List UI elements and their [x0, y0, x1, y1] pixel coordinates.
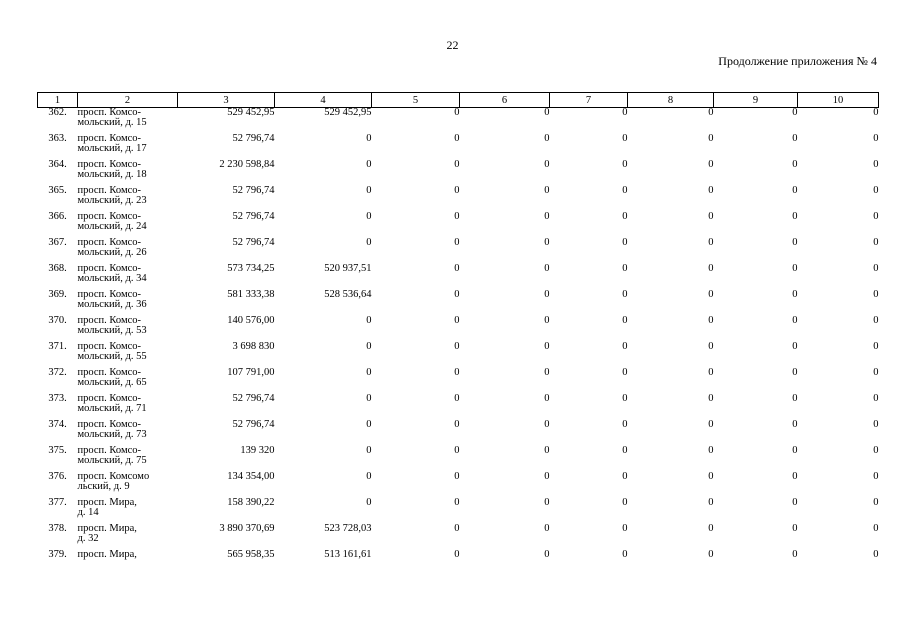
address-line: мольский, д. 36 [77, 299, 147, 310]
table-row [38, 160, 879, 186]
value-cell-col-10: 0 [873, 159, 879, 170]
address-line: мольский, д. 75 [77, 455, 147, 466]
value-cell-col-3: 565 958,35 [227, 549, 275, 560]
address-line: просп. Комсо- [77, 445, 141, 456]
value-cell-col-8: 0 [708, 393, 714, 404]
value-cell-col-5: 0 [454, 289, 460, 300]
value-cell-col-10: 0 [873, 185, 879, 196]
value-cell-col-7: 0 [622, 263, 628, 274]
address-cell [78, 550, 178, 576]
value-cell-col-3: 139 320 [240, 445, 275, 456]
value-cell-col-6: 0 [544, 497, 550, 508]
value-cell-col-7: 0 [622, 523, 628, 534]
value-cell-col-5: 0 [454, 263, 460, 274]
value-cell-col-8: 0 [708, 419, 714, 430]
value-cell-col-10: 0 [873, 211, 879, 222]
value-cell-col-6: 0 [544, 185, 550, 196]
value-cell-col-5: 0 [454, 185, 460, 196]
value-cell-col-9: 0 [792, 159, 798, 170]
value-cell-col-6: 0 [544, 367, 550, 378]
table-row [38, 238, 879, 264]
address-line: мольский, д. 53 [77, 325, 147, 336]
value-cell-col-7: 0 [622, 393, 628, 404]
address-line: мольский, д. 26 [77, 247, 147, 258]
table-row [38, 316, 879, 342]
value-cell-col-3: 3 698 830 [232, 341, 275, 352]
value-cell-col-6: 0 [544, 107, 550, 118]
column-header: 10 [798, 93, 879, 108]
value-cell-col-3: 52 796,74 [232, 237, 275, 248]
value-cell-col-3: 52 796,74 [232, 133, 275, 144]
value-cell-col-7: 0 [622, 471, 628, 482]
value-cell-col-5: 0 [454, 393, 460, 404]
address-cell [78, 498, 178, 524]
value-cell-col-8: 0 [708, 523, 714, 534]
row-number: 376. [48, 471, 67, 482]
column-header: 6 [460, 93, 550, 108]
value-cell-col-4: 0 [366, 341, 372, 352]
table-row [38, 472, 879, 498]
row-number: 369. [48, 289, 67, 300]
data-table [37, 92, 879, 576]
value-cell-col-4: 513 161,61 [324, 549, 372, 560]
value-cell-col-6: 0 [544, 133, 550, 144]
value-cell-col-9: 0 [792, 471, 798, 482]
value-cell-col-7: 0 [622, 315, 628, 326]
table-row [38, 264, 879, 290]
address-cell [78, 394, 178, 420]
value-cell-col-5: 0 [454, 471, 460, 482]
value-cell-col-6: 0 [544, 445, 550, 456]
table-row [38, 498, 879, 524]
value-cell-col-8: 0 [708, 263, 714, 274]
value-cell-col-3: 134 354,00 [227, 471, 275, 482]
value-cell-col-3: 52 796,74 [232, 419, 275, 430]
address-cell [78, 134, 178, 160]
value-cell-col-10: 0 [873, 315, 879, 326]
address-line: просп. Комсо- [77, 367, 141, 378]
address-line: мольский, д. 17 [77, 143, 147, 154]
value-cell-col-10: 0 [873, 367, 879, 378]
value-cell-col-6: 0 [544, 289, 550, 300]
address-line: д. 14 [77, 507, 99, 518]
value-cell-col-6: 0 [544, 159, 550, 170]
value-cell-col-9: 0 [792, 523, 798, 534]
header-row [38, 93, 879, 108]
table-row [38, 550, 879, 576]
row-number: 362. [48, 107, 67, 118]
value-cell-col-4: 0 [366, 159, 372, 170]
value-cell-col-8: 0 [708, 367, 714, 378]
value-cell-col-5: 0 [454, 497, 460, 508]
value-cell-col-6: 0 [544, 341, 550, 352]
value-cell-col-6: 0 [544, 315, 550, 326]
address-line: просп. Комсо- [77, 211, 141, 222]
value-cell-col-9: 0 [792, 549, 798, 560]
row-number: 363. [48, 133, 67, 144]
value-cell-col-10: 0 [873, 289, 879, 300]
row-number: 370. [48, 315, 67, 326]
value-cell-col-4: 0 [366, 367, 372, 378]
value-cell-col-6: 0 [544, 471, 550, 482]
address-line: просп. Комсо- [77, 393, 141, 404]
table-row [38, 108, 879, 135]
value-cell-col-9: 0 [792, 237, 798, 248]
value-cell-col-7: 0 [622, 289, 628, 300]
value-cell-col-6: 0 [544, 419, 550, 430]
appendix-continuation-label: Продолжение приложения № 4 [718, 54, 877, 68]
value-cell-col-6: 0 [544, 549, 550, 560]
value-cell-col-8: 0 [708, 549, 714, 560]
value-cell-col-6: 0 [544, 263, 550, 274]
address-line: мольский, д. 55 [77, 351, 147, 362]
value-cell-col-8: 0 [708, 289, 714, 300]
address-line: мольский, д. 18 [77, 169, 147, 180]
value-cell-col-7: 0 [622, 185, 628, 196]
value-cell-col-3: 529 452,95 [227, 107, 275, 118]
table-body [38, 108, 879, 577]
value-cell-col-10: 0 [873, 419, 879, 430]
value-cell-col-7: 0 [622, 419, 628, 430]
value-cell-col-9: 0 [792, 367, 798, 378]
value-cell-col-3: 52 796,74 [232, 185, 275, 196]
value-cell-col-9: 0 [792, 185, 798, 196]
value-cell-col-7: 0 [622, 341, 628, 352]
row-number: 375. [48, 445, 67, 456]
column-header: 7 [550, 93, 628, 108]
value-cell-col-7: 0 [622, 237, 628, 248]
column-header: 3 [178, 93, 275, 108]
table-row [38, 420, 879, 446]
address-line: льский, д. 9 [77, 481, 130, 492]
value-cell-col-9: 0 [792, 263, 798, 274]
value-cell-col-5: 0 [454, 367, 460, 378]
value-cell-col-8: 0 [708, 237, 714, 248]
address-line: просп. Комсо- [77, 419, 141, 430]
address-cell [78, 212, 178, 238]
value-cell-col-10: 0 [873, 107, 879, 118]
column-header: 1 [38, 93, 78, 108]
value-cell-col-4: 0 [366, 237, 372, 248]
address-line: мольский, д. 71 [77, 403, 147, 414]
row-number: 366. [48, 211, 67, 222]
address-line: просп. Мира, [77, 497, 137, 508]
value-cell-col-4: 529 452,95 [324, 107, 372, 118]
value-cell-col-10: 0 [873, 237, 879, 248]
value-cell-col-9: 0 [792, 445, 798, 456]
value-cell-col-5: 0 [454, 445, 460, 456]
address-cell [78, 446, 178, 472]
value-cell-col-9: 0 [792, 211, 798, 222]
row-number: 367. [48, 237, 67, 248]
value-cell-col-4: 0 [366, 445, 372, 456]
address-cell [78, 264, 178, 290]
value-cell-col-5: 0 [454, 341, 460, 352]
address-cell [78, 160, 178, 186]
address-line: просп. Комсо- [77, 289, 141, 300]
value-cell-col-10: 0 [873, 263, 879, 274]
value-cell-col-3: 3 890 370,69 [219, 523, 275, 534]
value-cell-col-8: 0 [708, 445, 714, 456]
value-cell-col-10: 0 [873, 393, 879, 404]
value-cell-col-3: 107 791,00 [227, 367, 275, 378]
value-cell-col-7: 0 [622, 133, 628, 144]
value-cell-col-10: 0 [873, 523, 879, 534]
value-cell-col-3: 52 796,74 [232, 393, 275, 404]
value-cell-col-10: 0 [873, 445, 879, 456]
value-cell-col-3: 158 390,22 [227, 497, 275, 508]
value-cell-col-4: 0 [366, 471, 372, 482]
value-cell-col-7: 0 [622, 367, 628, 378]
value-cell-col-4: 0 [366, 497, 372, 508]
value-cell-col-9: 0 [792, 107, 798, 118]
row-number: 371. [48, 341, 67, 352]
address-line: просп. Комсо- [77, 159, 141, 170]
value-cell-col-8: 0 [708, 107, 714, 118]
value-cell-col-4: 523 728,03 [324, 523, 372, 534]
address-cell [78, 108, 178, 135]
value-cell-col-5: 0 [454, 211, 460, 222]
value-cell-col-10: 0 [873, 341, 879, 352]
value-cell-col-3: 2 230 598,84 [219, 159, 275, 170]
value-cell-col-8: 0 [708, 133, 714, 144]
address-line: просп. Комсо- [77, 185, 141, 196]
value-cell-col-9: 0 [792, 315, 798, 326]
address-cell [78, 472, 178, 498]
address-cell [78, 186, 178, 212]
value-cell-col-4: 520 937,51 [324, 263, 372, 274]
row-number: 378. [48, 523, 67, 534]
table-row [38, 212, 879, 238]
value-cell-col-3: 581 333,38 [227, 289, 275, 300]
address-line: просп. Мира, [77, 523, 137, 534]
row-number: 373. [48, 393, 67, 404]
value-cell-col-7: 0 [622, 549, 628, 560]
value-cell-col-4: 528 536,64 [324, 289, 372, 300]
value-cell-col-5: 0 [454, 315, 460, 326]
column-header: 8 [628, 93, 714, 108]
value-cell-col-10: 0 [873, 471, 879, 482]
value-cell-col-4: 0 [366, 133, 372, 144]
address-cell [78, 290, 178, 316]
value-cell-col-8: 0 [708, 341, 714, 352]
row-number: 374. [48, 419, 67, 430]
value-cell-col-10: 0 [873, 497, 879, 508]
value-cell-col-5: 0 [454, 159, 460, 170]
table-row [38, 394, 879, 420]
address-cell [78, 368, 178, 394]
value-cell-col-8: 0 [708, 315, 714, 326]
column-header: 4 [275, 93, 372, 108]
row-number: 377. [48, 497, 67, 508]
value-cell-col-8: 0 [708, 497, 714, 508]
address-line: просп. Комсо- [77, 107, 141, 118]
value-cell-col-9: 0 [792, 289, 798, 300]
address-line: просп. Комсомо [77, 471, 150, 482]
value-cell-col-9: 0 [792, 341, 798, 352]
value-cell-col-7: 0 [622, 107, 628, 118]
value-cell-col-9: 0 [792, 419, 798, 430]
row-number: 364. [48, 159, 67, 170]
value-cell-col-8: 0 [708, 185, 714, 196]
address-line: просп. Комсо- [77, 263, 141, 274]
address-line: мольский, д. 34 [77, 273, 147, 284]
table-row [38, 368, 879, 394]
page-number: 22 [446, 38, 459, 52]
table-row [38, 342, 879, 368]
value-cell-col-6: 0 [544, 211, 550, 222]
address-cell [78, 524, 178, 550]
table-row [38, 524, 879, 550]
value-cell-col-5: 0 [454, 419, 460, 430]
value-cell-col-10: 0 [873, 133, 879, 144]
value-cell-col-5: 0 [454, 237, 460, 248]
address-cell [78, 238, 178, 264]
column-header: 5 [372, 93, 460, 108]
value-cell-col-7: 0 [622, 211, 628, 222]
row-number: 372. [48, 367, 67, 378]
address-line: просп. Мира, [77, 549, 137, 560]
value-cell-col-9: 0 [792, 497, 798, 508]
address-line: мольский, д. 73 [77, 429, 147, 440]
address-line: просп. Комсо- [77, 133, 141, 144]
value-cell-col-3: 52 796,74 [232, 211, 275, 222]
value-cell-col-9: 0 [792, 133, 798, 144]
column-header: 2 [78, 93, 178, 108]
table-row [38, 290, 879, 316]
value-cell-col-4: 0 [366, 419, 372, 430]
address-line: д. 32 [77, 533, 99, 544]
value-cell-col-4: 0 [366, 315, 372, 326]
address-line: мольский, д. 15 [77, 117, 147, 128]
address-line: мольский, д. 23 [77, 195, 147, 206]
value-cell-col-7: 0 [622, 159, 628, 170]
row-number: 379. [48, 549, 67, 560]
address-cell [78, 316, 178, 342]
value-cell-col-10: 0 [873, 549, 879, 560]
address-cell [78, 342, 178, 368]
value-cell-col-6: 0 [544, 237, 550, 248]
address-line: просп. Комсо- [77, 341, 141, 352]
address-line: просп. Комсо- [77, 315, 141, 326]
column-header: 9 [714, 93, 798, 108]
address-line: мольский, д. 65 [77, 377, 147, 388]
table-row [38, 134, 879, 160]
value-cell-col-5: 0 [454, 107, 460, 118]
value-cell-col-3: 140 576,00 [227, 315, 275, 326]
address-cell [78, 420, 178, 446]
value-cell-col-9: 0 [792, 393, 798, 404]
value-cell-col-8: 0 [708, 211, 714, 222]
value-cell-col-7: 0 [622, 497, 628, 508]
value-cell-col-4: 0 [366, 185, 372, 196]
row-number: 365. [48, 185, 67, 196]
value-cell-col-8: 0 [708, 159, 714, 170]
value-cell-col-5: 0 [454, 133, 460, 144]
address-line: мольский, д. 24 [77, 221, 147, 232]
value-cell-col-5: 0 [454, 523, 460, 534]
value-cell-col-6: 0 [544, 523, 550, 534]
address-line: просп. Комсо- [77, 237, 141, 248]
value-cell-col-4: 0 [366, 211, 372, 222]
value-cell-col-3: 573 734,25 [227, 263, 275, 274]
row-number: 368. [48, 263, 67, 274]
value-cell-col-8: 0 [708, 471, 714, 482]
value-cell-col-4: 0 [366, 393, 372, 404]
value-cell-col-7: 0 [622, 445, 628, 456]
table-row [38, 446, 879, 472]
table-row [38, 186, 879, 212]
value-cell-col-5: 0 [454, 549, 460, 560]
value-cell-col-6: 0 [544, 393, 550, 404]
